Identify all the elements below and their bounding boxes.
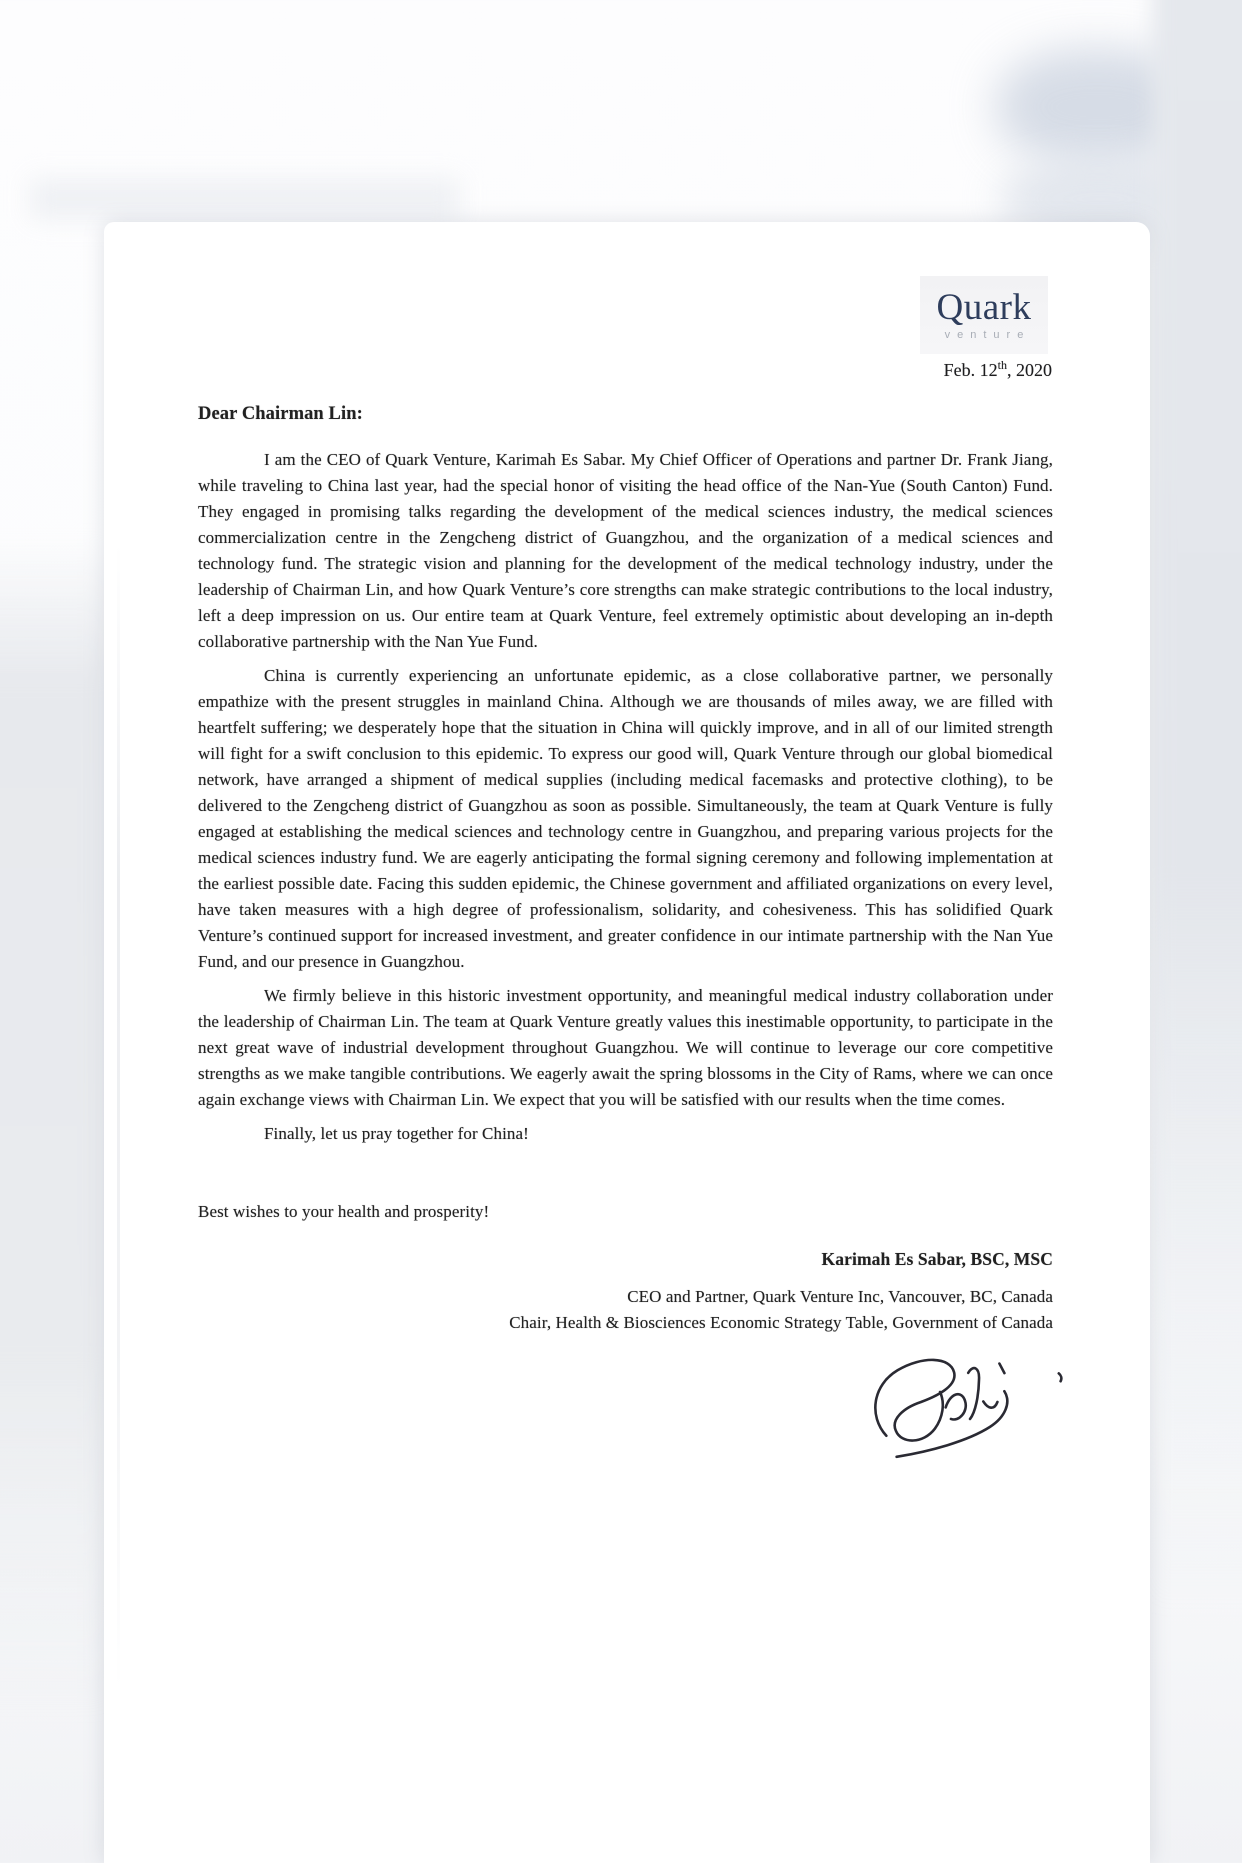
date-suffix: , 2020 — [1007, 360, 1052, 380]
quark-venture-logo — [920, 276, 1048, 354]
salutation: Dear Chairman Lin: — [198, 404, 363, 424]
scan-artifact-left-column — [0, 540, 110, 1710]
scan-artifact-right-strip — [1152, 0, 1242, 1610]
paragraph-2: China is currently experiencing an unfortunate epidemic, as a close collaborative partner, we personally empathize with the present struggles in mainland China. Although we are thousands of miles away, we are filled with heartfelt suffering; we desperately hope that the situation in China will quickly improve, and in all of our limited strength will fight for a swift conclusion to this epidemic. To express our good will, Quark Venture through our global biomedical network, have arranged a shipment of medical supplies (including medical facemasks and protective clothing), to be delivered to the Zengcheng district of Guangzhou as soon as possible. Simultaneously, the team at Quark Venture is fully engaged at establishing the medical sciences and technology centre in Guangzhou, and preparing various projects for the medical sciences industry fund. We are eagerly anticipating the formal signing ceremony and following implementation at the earliest possible date. Facing this sudden epidemic, the Chinese government and affiliated organizations on every level, have taken measures with a high degree of professionalism, solidarity, and cohesiveness. This has solidified Quark Venture’s continued support for increased investment, and greater confidence in our intimate partnership with the Nan Yue Fund, and our presence in Guangzhou. — [198, 666, 1053, 971]
closing-line: Best wishes to your health and prosperity! — [198, 1202, 490, 1221]
signer-title-1: CEO and Partner, Quark Venture Inc, Vancouver, BC, Canada — [627, 1287, 1053, 1306]
logo-subtitle-text: venture — [944, 329, 1031, 341]
letter-page — [104, 222, 1150, 1863]
date-prefix: Feb. 12 — [943, 360, 998, 380]
signer-title-2: Chair, Health & Biosciences Economic Strategy Table, Government of Canada — [509, 1313, 1053, 1332]
letter-date — [944, 360, 1052, 381]
page-edge-seam — [117, 542, 120, 1692]
scan-artifact-top-streak — [30, 178, 460, 220]
date-ordinal-superscript: th — [997, 358, 1007, 372]
logo-brand-text: Quark — [936, 287, 1032, 328]
paragraph-3: We firmly believe in this historic investment opportunity, and meaningful medical industry collaboration under the leadership of Chairman Lin. The team at Quark Venture greatly values this inestimable opportunity, to participate in the next great wave of industrial development throughout Guangzhou. We will continue to leverage our core competitive strengths as we make tangible contributions. We eagerly await the spring blossoms in the City of Rams, where we can once again exchange views with Chairman Lin. We expect that you will be satisfied with our results when the time comes. — [198, 986, 1053, 1109]
signer-titles — [198, 1284, 1053, 1336]
signature-area — [198, 1344, 1053, 1456]
paragraph-1: I am the CEO of Quark Venture, Karimah Es Sabar. My Chief Officer of Operations and partner Dr. Frank Jiang, while traveling to China last year, had the special honor of visiting the head office of the Nan-Yue (South Canton) Fund. They engaged in promising talks regarding the development of the medical sciences industry, the medical sciences commercialization centre in the Zengcheng district of Guangzhou, and the organization of a medical sciences and technology fund. The strategic vision and planning for the development of the medical technology industry, under the leadership of Chairman Lin, and how Quark Venture’s core strengths can make strategic contributions to the local industry, left a deep impression on us. Our entire team at Quark Venture, feel extremely optimistic about developing an in-depth collaborative partnership with the Nan Yue Fund. — [198, 450, 1053, 651]
paragraph-4: Finally, let us pray together for China! — [264, 1124, 529, 1143]
signer-name: Karimah Es Sabar, BSC, MSC — [821, 1249, 1053, 1269]
letter-body — [198, 404, 1053, 1456]
handwritten-signature — [848, 1331, 1108, 1467]
